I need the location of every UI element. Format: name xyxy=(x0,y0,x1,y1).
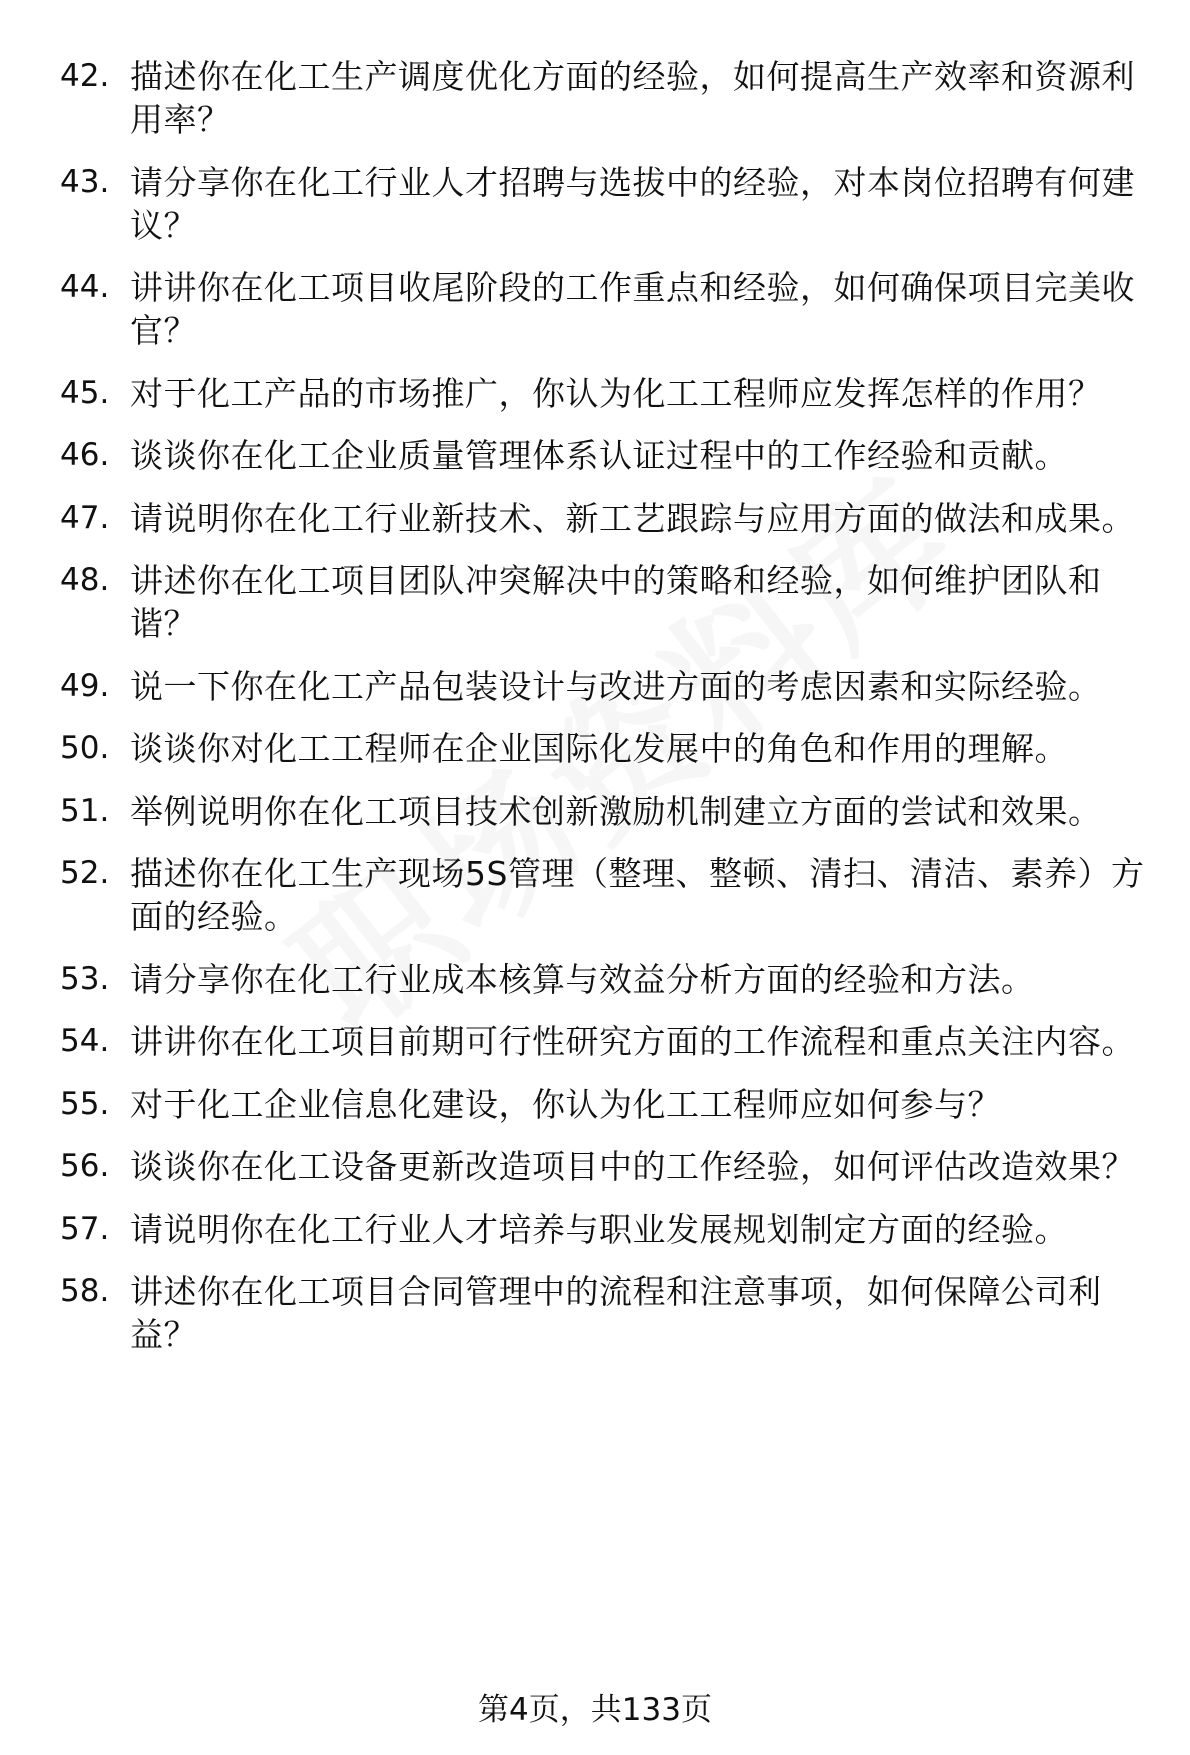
question-number: 44. xyxy=(60,269,110,305)
question-item-48 xyxy=(0,559,1190,645)
question-number: 45. xyxy=(60,374,110,411)
question-number: 53. xyxy=(60,960,110,997)
question-number: 52. xyxy=(60,855,110,891)
question-item-55 xyxy=(0,1083,1190,1126)
question-text: 讲讲你在化工项目收尾阶段的工作重点和经验，如何确保项目完美收官？ xyxy=(130,268,1135,350)
question-text: 对于化工产品的市场推广，你认为化工工程师应发挥怎样的作用？ xyxy=(130,373,1102,413)
question-text: 谈谈你在化工设备更新改造项目中的工作经验，如何评估改造效果？ xyxy=(130,1147,1135,1186)
question-text: 举例说明你在化工项目技术创新激励机制建立方面的尝试和效果。 xyxy=(130,791,1102,831)
question-number: 47. xyxy=(60,499,110,536)
question-item-45 xyxy=(0,372,1190,415)
question-text: 对于化工企业信息化建设，你认为化工工程师应如何参与？ xyxy=(130,1084,1001,1124)
question-item-53 xyxy=(0,958,1190,1001)
question-text: 请分享你在化工行业成本核算与效益分析方面的经验和方法。 xyxy=(130,959,1035,999)
question-item-46 xyxy=(0,434,1190,477)
question-item-44 xyxy=(0,266,1190,352)
question-text: 谈谈你在化工企业质量管理体系认证过程中的工作经验和贡献。 xyxy=(130,436,1068,475)
question-number: 50. xyxy=(60,730,110,766)
question-number: 56. xyxy=(60,1148,110,1184)
page-footer: 第4页，共133页 xyxy=(478,1692,712,1728)
question-text: 请分享你在化工行业人才招聘与选拔中的经验，对本岗位招聘有何建议？ xyxy=(130,162,1135,245)
question-number: 48. xyxy=(60,562,110,598)
question-number: 46. xyxy=(60,437,110,473)
question-item-50 xyxy=(0,727,1190,770)
question-text: 讲讲你在化工项目前期可行性研究方面的工作流程和重点关注内容。 xyxy=(130,1022,1135,1061)
question-number: 58. xyxy=(60,1273,110,1309)
question-text: 讲述你在化工项目合同管理中的流程和注意事项，如何保障公司利益？ xyxy=(130,1272,1102,1354)
question-item-49 xyxy=(0,665,1190,708)
question-number: 49. xyxy=(60,667,110,704)
question-item-43 xyxy=(0,161,1190,247)
question-number: 42. xyxy=(60,58,110,94)
question-item-47 xyxy=(0,497,1190,540)
question-number: 57. xyxy=(60,1210,110,1247)
question-text: 讲述你在化工项目团队冲突解决中的策略和经验，如何维护团队和谐？ xyxy=(130,561,1102,643)
question-text: 说一下你在化工产品包装设计与改进方面的考虑因素和实际经验。 xyxy=(130,666,1102,706)
question-item-51 xyxy=(0,790,1190,833)
question-item-57 xyxy=(0,1208,1190,1251)
question-item-42 xyxy=(0,55,1190,141)
question-item-54 xyxy=(0,1020,1190,1063)
question-item-58 xyxy=(0,1270,1190,1356)
question-list xyxy=(0,55,1190,1376)
question-number: 55. xyxy=(60,1085,110,1122)
question-number: 54. xyxy=(60,1023,110,1059)
question-text: 请说明你在化工行业新技术、新工艺跟踪与应用方面的做法和成果。 xyxy=(130,498,1135,538)
question-text: 请说明你在化工行业人才培养与职业发展规划制定方面的经验。 xyxy=(130,1209,1068,1249)
question-text: 描述你在化工生产现场5S管理（整理、整顿、清扫、清洁、素养）方面的经验。 xyxy=(130,854,1145,936)
question-item-52 xyxy=(0,852,1190,938)
question-number: 43. xyxy=(60,163,110,200)
question-number: 51. xyxy=(60,792,110,829)
question-text: 谈谈你对化工工程师在企业国际化发展中的角色和作用的理解。 xyxy=(130,729,1068,768)
question-item-56 xyxy=(0,1145,1190,1188)
question-text: 描述你在化工生产调度优化方面的经验，如何提高生产效率和资源利用率？ xyxy=(130,57,1135,139)
